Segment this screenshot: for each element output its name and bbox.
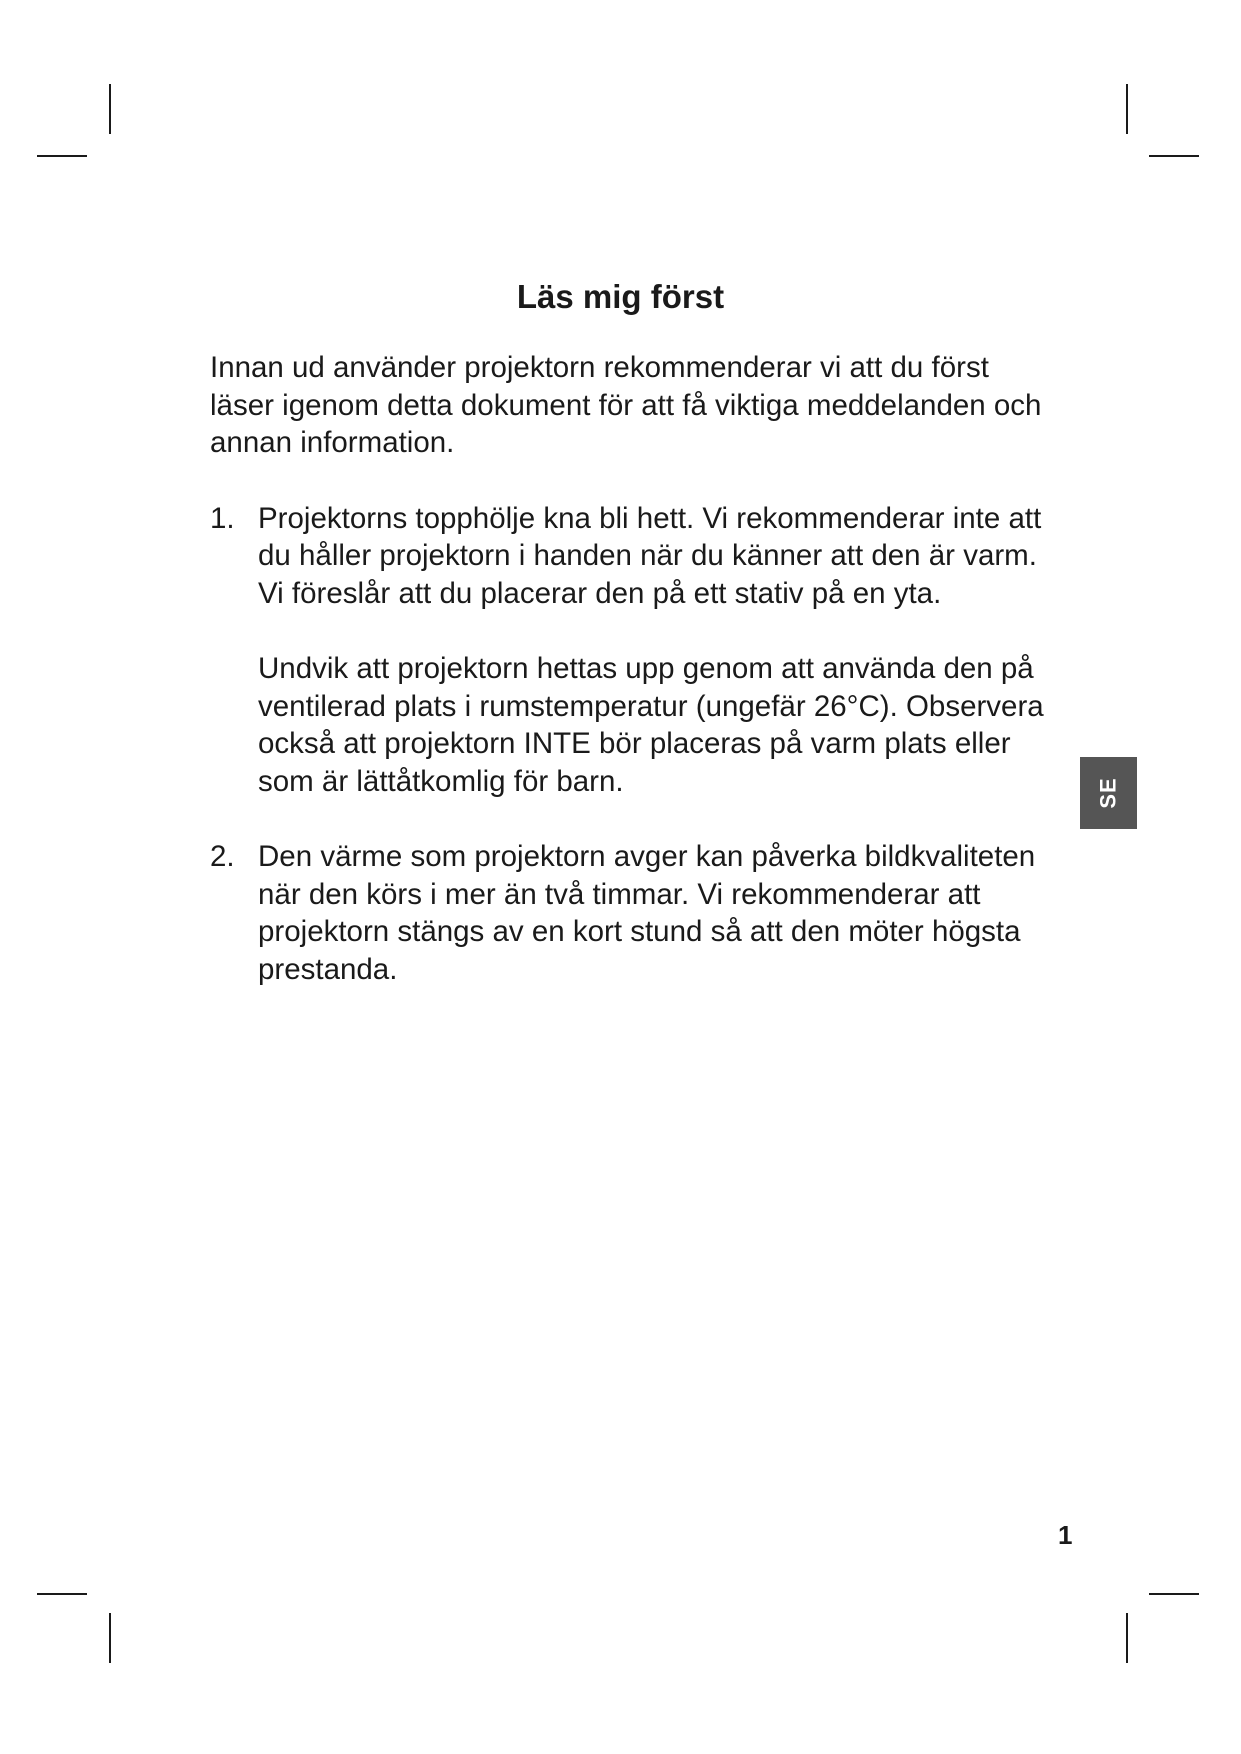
list-item-number: 1. xyxy=(210,501,235,535)
crop-mark-top-left-horizontal xyxy=(37,155,87,157)
crop-mark-bottom-left-horizontal xyxy=(37,1593,87,1595)
list-item-paragraph: Den värme som projektorn avger kan påverka bildkvaliteten när den körs i mer än två timmar. Vi rekommenderar att projektorn stängs av en kort stund så att den möter högsta prestanda. xyxy=(258,840,1036,986)
crop-mark-bottom-left-vertical xyxy=(109,1613,111,1663)
document-body xyxy=(210,349,1050,1026)
list-item xyxy=(210,500,1050,801)
list-item-number: 2. xyxy=(210,840,235,873)
list-item-paragraph: Undvik att projektorn hettas upp genom att använda den på ventilerad plats i rumstemperatur (ungefär 26°C). Observera också att projektorn INTE bör placeras på varm plats eller som är lättåtkomlig för barn. xyxy=(258,652,1044,798)
crop-mark-top-right-vertical xyxy=(1126,84,1128,134)
crop-mark-bottom-right-horizontal xyxy=(1149,1593,1199,1595)
crop-mark-top-right-horizontal xyxy=(1149,155,1199,157)
page-number: 1 xyxy=(1058,1520,1073,1550)
language-tab xyxy=(1080,757,1137,829)
notes-list xyxy=(210,500,1050,989)
crop-mark-top-left-vertical xyxy=(109,84,111,134)
list-item xyxy=(210,838,1050,988)
intro-paragraph: Innan ud använder projektorn rekommenderar vi att du först läser igenom detta dokument för att få viktiga meddelanden och annan information. xyxy=(210,351,1042,459)
crop-mark-bottom-right-vertical xyxy=(1126,1613,1128,1663)
list-item-paragraph: Projektorns topphölje kna bli hett. Vi rekommenderar inte att du håller projektorn i handen när du känner att den är varm. Vi föreslår att du placerar den på ett stativ på en yta. xyxy=(258,501,1042,610)
language-tab-label: SE xyxy=(1095,777,1121,809)
page-title: Läs mig först xyxy=(516,278,725,315)
